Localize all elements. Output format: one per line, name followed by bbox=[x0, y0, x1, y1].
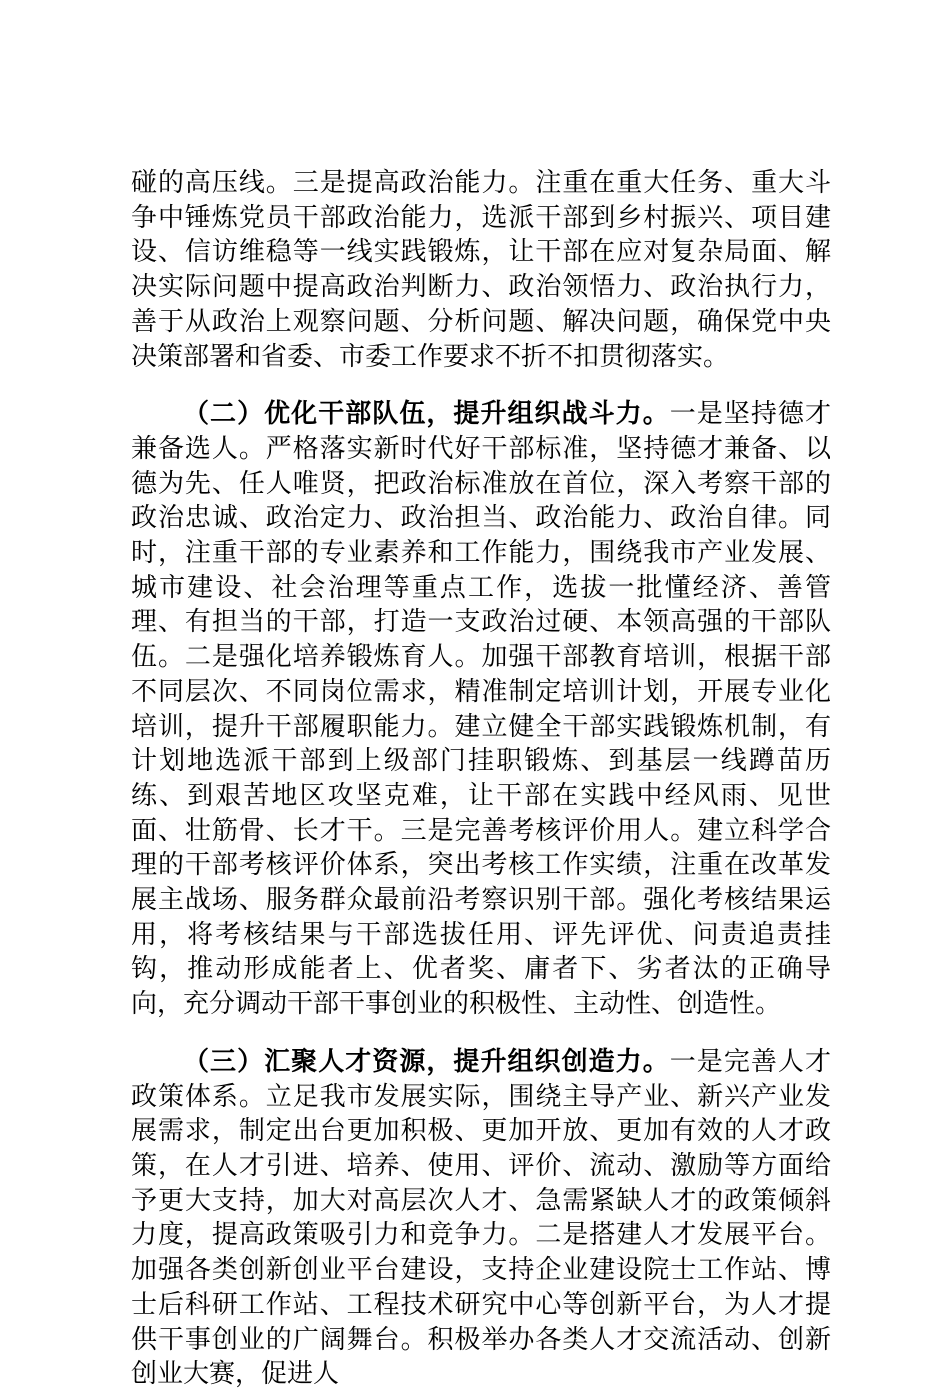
paragraph-text: 一是坚持德才兼备选人。严格落实新时代好干部标准，坚持德才兼备、以德为先、任人唯贤，把政治标准放在首位，深入考察干部的政治忠诚、政治定力、政治担当、政治能力、政治自律。同时，注重干部的专业素养和工作能力，围绕我市产业发展、城市建设、社会治理等重点工作，选拔一批懂经济、善管理、有担当的干部，打造一支政治过硬、本领高强的干部队伍。二是强化培养锻炼育人。加强干部教育培训，根据干部不同层次、不同岗位需求，精准制定培训计划，开展专业化培训，提升干部履职能力。建立健全干部实践锻炼机制，有计划地选派干部到上级部门挂职锻炼、到基层一线蹲苗历练、到艰苦地区攻坚克难，让干部在实践中经风雨、见世面、壮筋骨、长才干。三是完善考核评价用人。建立科学合理的干部考核评价体系，突出考核工作实绩，注重在改革发展主战场、服务群众最前沿考察识别干部。强化考核结果运用，将考核结果与干部选拔任用、评先评优、问责追责挂钩，推动形成能者上、优者奖、庸者下、劣者汰的正确导向，充分调动干部干事创业的积极性、主动性、创造性。 bbox=[131, 399, 831, 1020]
paragraph-section-3 bbox=[131, 1045, 831, 1392]
paragraph-section-2 bbox=[131, 397, 831, 1022]
paragraph-text: 碰的高压线。三是提高政治能力。注重在重大任务、重大斗争中锤炼党员干部政治能力，选派干部到乡村振兴、项目建设、信访维稳等一线实践锻炼，让干部在应对复杂局面、解决实际问题中提高政治判断力、政治领悟力、政治执行力，善于从政治上观察问题、分析问题、解决问题，确保党中央决策部署和省委、市委工作要求不折不扣贯彻落实。 bbox=[131, 168, 831, 372]
section-heading: （三）汇聚人才资源，提升组织创造力。 bbox=[183, 1046, 670, 1077]
section-heading: （二）优化干部队伍，提升组织战斗力。 bbox=[183, 399, 670, 430]
paragraph-continuation bbox=[131, 166, 831, 374]
paragraph-text: 一是完善人才政策体系。立足我市发展实际，围绕主导产业、新兴产业发展需求，制定出台更加积极、更加开放、更加有效的人才政策，在人才引进、培养、使用、评价、流动、激励等方面给予更大支持，加大对高层次人才、急需紧缺人才的政策倾斜力度，提高政策吸引力和竞争力。二是搭建人才发展平台。加强各类创新创业平台建设，支持企业建设院士工作站、博士后科研工作站、工程技术研究中心等创新平台，为人才提供干事创业的广阔舞台。积极举办各类人才交流活动、创新创业大赛，促进人 bbox=[131, 1046, 831, 1390]
document-body bbox=[131, 166, 831, 1392]
